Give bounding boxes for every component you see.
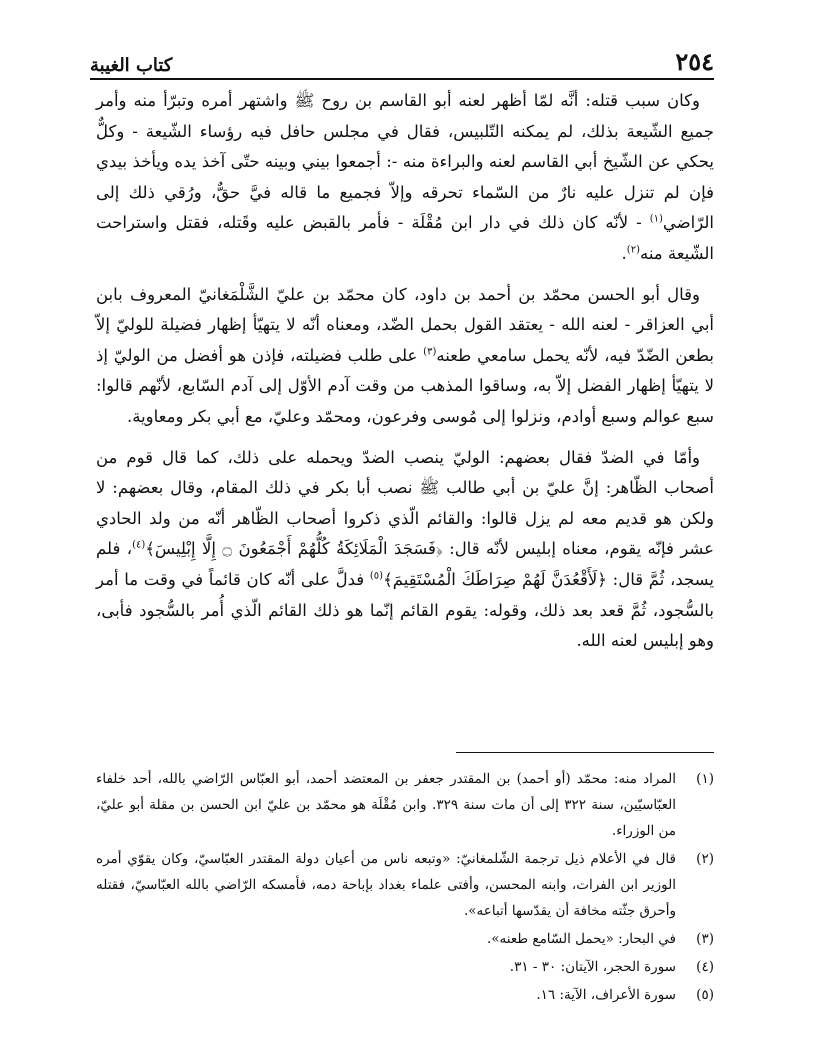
page-header <box>90 36 714 76</box>
paragraph-text: على طلب فضيلته، فإذن هو أفضل من الوليّ إذ لا يتهيّأ إظهار الفضل إلاّ به، وساقوا المذهب من وقت آدم الأوّل إلى آدم السّابع، لأنّهم قالوا: سبع عوالم وسبع أوادم، ونزلوا إلى مُوسى وفرعون، ومحمّد وعليّ، مع أبي بكر ومعاوية. <box>96 345 714 426</box>
paragraph <box>96 86 714 270</box>
footnote <box>96 954 714 980</box>
footnote <box>96 982 714 1008</box>
paragraph-text: وكان سبب قتله: أنَّه لمّا أظهر لعنه أبو القاسم بن روح ﷺ واشتهر أمره وتبرّأ منه وأمر جميع الشّيعة بذلك، لم يمكنه التّلبيس، فقال في مجلس حافل فيه رؤساء الشّيعة - وكلٌّ يحكي عن الشّيخ أبي القاسم لعنه والبراءة منه -: أجمعوا بيني وبينه حتّى آخذ يده ويأخذ بيدي فإن لم تنزل عليه نارٌ من السّماء تحرقه وإلاّ فجميع ما قاله فيَّ حقٌّ، ورُقي ذلك إلى الرّاضي <box>96 91 714 233</box>
footnote <box>96 926 714 952</box>
paragraph <box>96 443 714 657</box>
paragraph-text: . <box>621 243 627 263</box>
paragraph-text: وقال أبو الحسن محمّد بن أحمد بن داود، كان محمّد بن عليّ الشَّلْمَغانيّ المعروف بابن أبي العزاقر - لعنه الله - يعتقد القول بحمل الضّد، ومعناه أنّه لا يتهيّأ إظهار فضيلة للوليّ إلاّ بطعن الضّدّ فيه، لأنّه يحمل سامعي طعنه <box>96 284 714 365</box>
footnote-number: (٥) <box>696 987 714 1003</box>
main-text <box>96 86 714 667</box>
paragraph-text: وأمّا في الضدّ فقال بعضهم: الوليّ ينصب الضدّ ويحمله على ذلك، كما قال قوم من أصحاب الظّاهر: إنَّ عليّ بن أبي طالب ﷺ نصب أبا بكر في ذلك المقام، وقال بعضهم: لا ولكن هو قديم معه لم يزل قالوا: والقائم الّذي ذكروا أصحاب الظّاهر أنّه من ولد الحادي عشر فإنّه يقوم، معناه إبليس لأنّه قال: ﴿فَسَجَدَ الْمَلَائِكَةُ كُلُّهُمْ أَجْمَعُونَ ۝ إِلَّا إِبْلِيسَ﴾ <box>96 447 714 559</box>
paragraph-text: - لأنّه كان ذلك في دار ابن مُقْلَة - فأمر بالقبض عليه وقَتله، فقتل واستراحت الشّيعة منه <box>96 213 714 263</box>
footnote-number: (٤) <box>696 959 714 975</box>
footnote-marker: (١) <box>649 213 663 225</box>
footnote-number: (٣) <box>696 931 714 947</box>
paragraph-text: ، فلم يسجد، ثُمَّ قال: ﴿لَأَقْعُدَنَّ لَهُمْ صِرَاطَكَ الْمُسْتَقِيمَ﴾ <box>96 539 714 589</box>
footnote-text: في البحار: «يحمل السّامع طعنه». <box>486 931 676 947</box>
footnote <box>96 846 714 924</box>
footnote-text: سورة الحجر، الآيتان: ٣٠ - ٣١. <box>509 959 676 975</box>
footnote <box>96 766 714 844</box>
footnote-number: (١) <box>696 771 714 787</box>
footnote-number: (٢) <box>696 851 714 867</box>
page-number: ٢٥٤ <box>675 47 714 76</box>
footnote-marker: (٢) <box>626 244 640 256</box>
footnote-separator <box>456 752 714 753</box>
running-title: كتاب الغيبة <box>90 55 173 76</box>
paragraph <box>96 280 714 433</box>
footnote-marker: (٥) <box>369 570 384 582</box>
footnote-marker: (٤) <box>132 539 146 551</box>
paragraph-text: فدلَّ على أنّه كان قائماً في وقت ما أمر بالسُّجود، ثُمَّ قعد بعد ذلك، وقوله: يقوم القائم إنّما هو ذلك القائم الّذي أُمر بالسُّجود فأبى، وهو إبليس لعنه الله. <box>96 569 714 651</box>
footnote-text: قال في الأعلام ذيل ترجمة الشّلمغانيّ: «وتبعه ناس من أعيان دولة المقتدر العبّاسيّ، وكان يقوّي أمره الوزير ابن الفرات، وابنه المحسن، وأفتى علماء بغداد بإباحة دمه، فأمسكه الرّاضي بالله العبّاسيّ، فقتله وأحرق جثّته مخافة أن يقدّسها أتباعه». <box>96 851 676 919</box>
footnote-text: سورة الأعراف، الآية: ١٦. <box>536 987 676 1003</box>
footnote-text: المراد منه: محمّد (أو أحمد) بن المقتدر جعفر بن المعتضد أحمد، أبو العبّاس الرّاضي بالله، أحد خلفاء العبّاسيّين، سنة ٣٢٢ إلى أن مات سنة ٣٢٩. وابن مُقْلَة هو محمّد بن عليّ ابن الحسن بن مقلة أبو عليّ، من الوزراء. <box>96 771 676 839</box>
footnotes <box>96 766 714 1010</box>
header-rule <box>90 78 714 80</box>
footnote-marker: (٣) <box>423 346 437 358</box>
